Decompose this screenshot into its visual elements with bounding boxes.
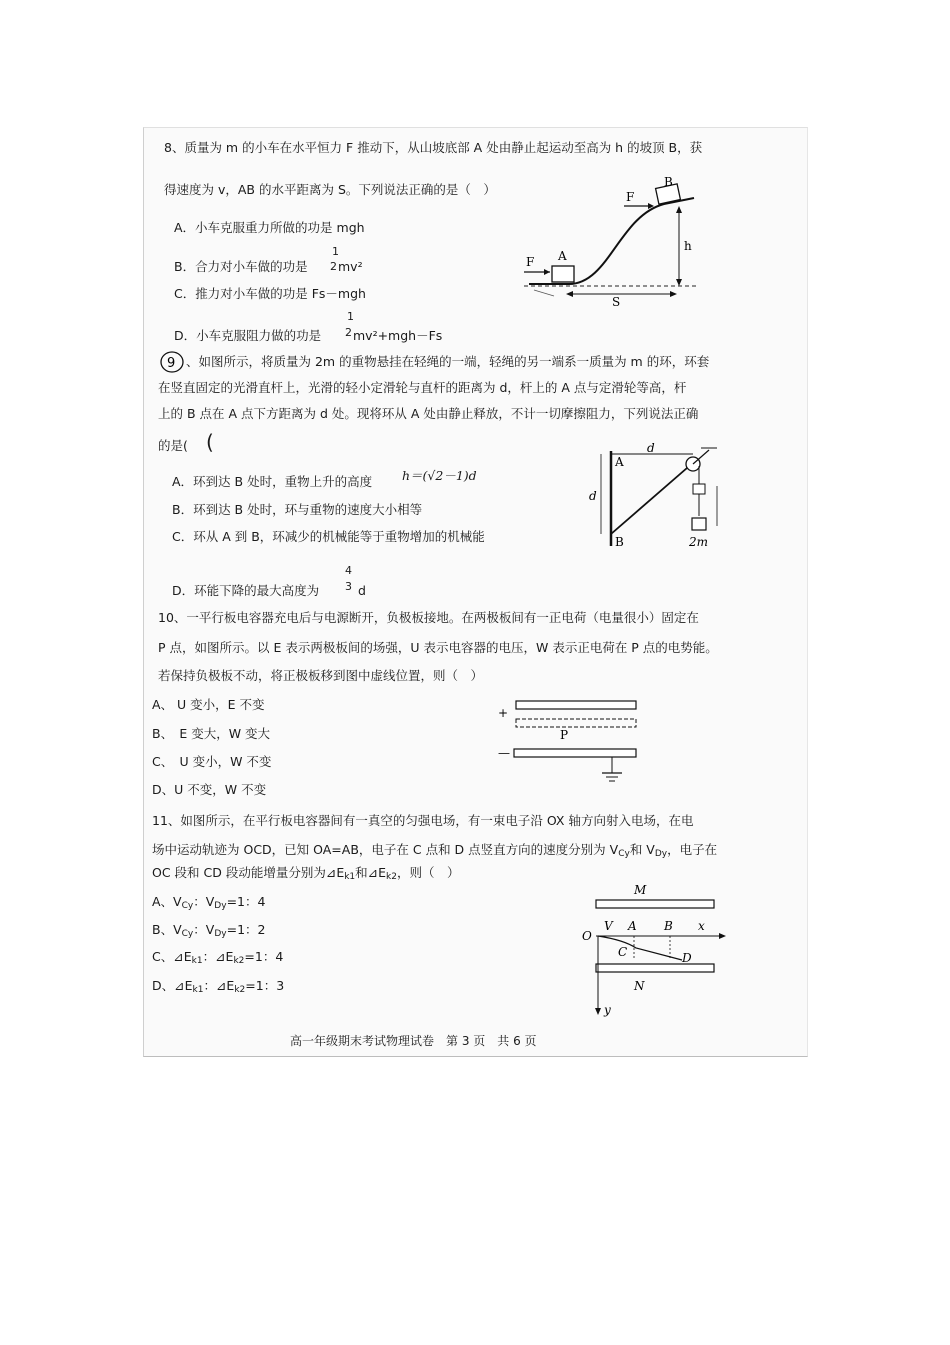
q9-pulley-figure: [589, 441, 739, 566]
q11-fig-label-N: N: [634, 979, 645, 993]
q10-option-c: C、 U 变小，W 不变: [152, 754, 272, 769]
q10-stem-line2: P 点，如图所示。以 E 表示两极板间的场强，U 表示电容器的电压，W 表示正电荷在 P 点的电势能。: [158, 640, 718, 655]
q8-fig-label-A: A: [558, 249, 567, 263]
q11-option-b: B、$V_{Cy}$：$V_{Dy}=1$：2: [152, 922, 266, 939]
q11-stem-line2: 场中运动轨迹为 OCD，已知 OA=AB，电子在 C 点和 D 点竖直方向的速度分别为 $V_{Cy}$和 $V_{Dy}$，电子在: [152, 842, 718, 859]
q8-slope-figure: [514, 176, 714, 311]
q10-fig-label-minus: —: [498, 746, 510, 760]
q11-option-c: C、$⊿E_{k1}$：$⊿E_{k2}=1$：4: [152, 949, 284, 966]
q11-fig-label-x: x: [698, 919, 705, 933]
q9-d-unit: d: [358, 583, 366, 598]
q9-option-c: C．环从 A 到 B，环减少的机械能等于重物增加的机械能: [172, 529, 485, 544]
page-footer: 高一年级期末考试物理试卷 第 3 页 共 6 页: [290, 1034, 537, 1048]
q8-b-frac-num: 1: [332, 245, 339, 258]
q10-fig-label-plus: +: [498, 706, 509, 720]
q10-capacitor-figure: [494, 693, 654, 783]
q9-fig-label-d-side: d: [589, 489, 597, 503]
q9-d-frac-num: 4: [345, 564, 352, 577]
q8-fig-label-F2: F: [626, 190, 635, 204]
q8-d-frac-num: 1: [347, 310, 354, 323]
q9-d-frac-den: 3: [345, 580, 352, 593]
q8-stem-line1: 8、质量为 m 的小车在水平恒力 F 推动下，从山坡底部 A 处由静止起运动至高为 h 的坡顶 B，获: [164, 140, 703, 155]
q10-fig-label-P: P: [560, 728, 569, 742]
q8-stem-line2: 得速度为 v，AB 的水平距离为 S。下列说法正确的是（ ）: [164, 182, 496, 197]
q8-b-frac-den: 2: [330, 260, 337, 273]
q9-stem-line4: 的是(: [158, 438, 188, 453]
q9-stem-line3: 上的 B 点在 A 点下方距离为 d 处。现将环从 A 处由静止释放，不计一切摩擦阻力，下列说法正确: [158, 406, 699, 421]
q9-fig-label-A: A: [615, 455, 624, 469]
q11-deflection-figure: [574, 878, 734, 1018]
scanned-page: [143, 127, 808, 1057]
q11-fig-label-O: O: [582, 929, 592, 943]
q8-d-expr: mv²+mgh－Fs: [353, 328, 443, 343]
q10-option-b: B、 E 变大，W 变大: [152, 726, 271, 741]
q11-fig-label-B: B: [664, 919, 673, 933]
q11-fig-label-M: M: [634, 883, 647, 897]
q9-option-a: A．环到达 B 处时，重物上升的高度: [172, 474, 373, 489]
q9-option-a-expr: h＝(√2－1)d: [402, 468, 477, 483]
q11-fig-label-V: V: [604, 919, 613, 933]
q8-fig-label-h: h: [684, 239, 692, 253]
q9-option-b: B．环到达 B 处时，环与重物的速度大小相等: [172, 502, 423, 517]
q10-stem-line1: 10、一平行板电容器充电后与电源断开，负极板接地。在两极板间有一正电荷（电量很小）固定在: [158, 610, 699, 625]
q8-fig-label-F1: F: [526, 255, 535, 269]
q9-fig-label-2m: 2m: [689, 535, 709, 549]
q11-fig-label-C: C: [618, 945, 628, 959]
q11-option-a: A、$V_{Cy}$：$V_{Dy}=1$：4: [152, 894, 266, 911]
q9-stem-line2: 在竖直固定的光滑直杆上，光滑的轻小定滑轮与直杆的距离为 d，杆上的 A 点与定滑轮等高，杆: [158, 380, 687, 395]
q9-option-d: D．环能下降的最大高度为: [172, 583, 320, 598]
q8-option-d: D．小车克服阻力做的功是: [174, 328, 322, 343]
q8-b-expr: mv²: [338, 259, 363, 274]
q11-stem-line3: OC 段和 CD 段动能增量分别为$⊿E_{k1}$和$⊿E_{k2}$，则（ ）: [152, 865, 460, 882]
q8-d-frac-den: 2: [345, 326, 352, 339]
q8-option-b: B．合力对小车做的功是: [174, 259, 308, 274]
q11-stem-line1: 11、如图所示，在平行板电容器间有一真空的匀强电场，有一束电子沿 OX 轴方向射入电场，在电: [152, 813, 694, 828]
q9-fig-label-d-top: d: [647, 441, 655, 455]
q9-number: 9: [167, 356, 176, 371]
q8-fig-label-B: B: [664, 175, 673, 189]
q8-fig-label-S: S: [612, 295, 621, 309]
q10-option-d: D、U 不变，W 不变: [152, 782, 267, 797]
q8-option-a: A．小车克服重力所做的功是 mgh: [174, 220, 365, 235]
q10-option-a: A、 U 变小，E 不变: [152, 697, 265, 712]
q9-stem-line1: 、如图所示，将质量为 2m 的重物悬挂在轻绳的一端，轻绳的另一端系一质量为 m 的环，环套: [186, 354, 710, 369]
q9-handwritten-mark: (: [206, 430, 214, 454]
q11-fig-label-A: A: [628, 919, 637, 933]
q11-fig-label-y: y: [604, 1003, 611, 1017]
q9-circled-number: [160, 350, 186, 374]
q9-fig-label-B: B: [615, 535, 624, 549]
q8-option-c: C．推力对小车做的功是 Fs－mgh: [174, 286, 366, 301]
q11-option-d: D、$⊿E_{k1}$：$⊿E_{k2}=1$：3: [152, 978, 285, 995]
q10-stem-line3: 若保持负极板不动，将正极板移到图中虚线位置，则（ ）: [158, 668, 484, 683]
q11-fig-label-D: D: [682, 951, 692, 965]
